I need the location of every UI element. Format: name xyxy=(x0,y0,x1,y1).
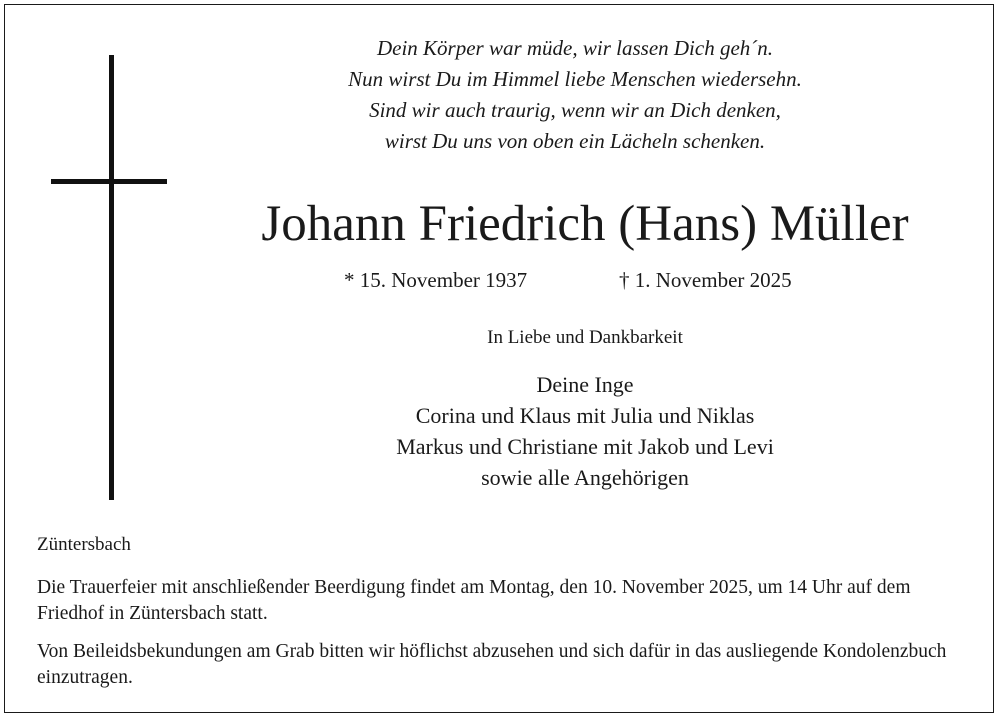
family-member: Markus und Christiane mit Jakob und Levi xyxy=(396,434,774,459)
poem-line: Nun wirst Du im Himmel liebe Menschen wiedersehn. xyxy=(348,67,802,91)
birth-date: * 15. November 1937 xyxy=(344,268,528,292)
family-member: sowie alle Angehörigen xyxy=(481,465,689,490)
death-date: † 1. November 2025 xyxy=(619,268,792,292)
obituary-frame xyxy=(4,4,994,713)
deceased-name: Johann Friedrich (Hans) Müller xyxy=(261,196,909,252)
poem-line: Dein Körper war müde, wir lassen Dich geh´n. xyxy=(376,36,774,60)
condolence-notice: Von Beileidsbekundungen am Grab bitten wir höflichst abzusehen und sich dafür in das ausliegende Kondolenzbuch einzutragen. xyxy=(37,641,947,688)
family-list xyxy=(235,369,935,493)
family-member: Corina und Klaus mit Julia und Niklas xyxy=(415,403,755,428)
funeral-notice: Die Trauerfeier mit anschließender Beerdigung findet am Montag, den 10. November 2025, um 14 Uhr auf dem Friedhof in Züntersbach statt. xyxy=(37,577,911,624)
cross-vertical-bar xyxy=(109,55,114,500)
place-name: Züntersbach xyxy=(37,534,131,555)
memorial-poem xyxy=(205,33,945,157)
dedication-line: In Liebe und Dankbarkeit xyxy=(487,327,683,348)
poem-line: wirst Du uns von oben ein Lächeln schenken. xyxy=(384,129,766,153)
cross-horizontal-bar xyxy=(51,179,167,184)
family-member: Deine Inge xyxy=(536,372,634,397)
poem-line: Sind wir auch traurig, wenn wir an Dich denken, xyxy=(369,98,781,122)
